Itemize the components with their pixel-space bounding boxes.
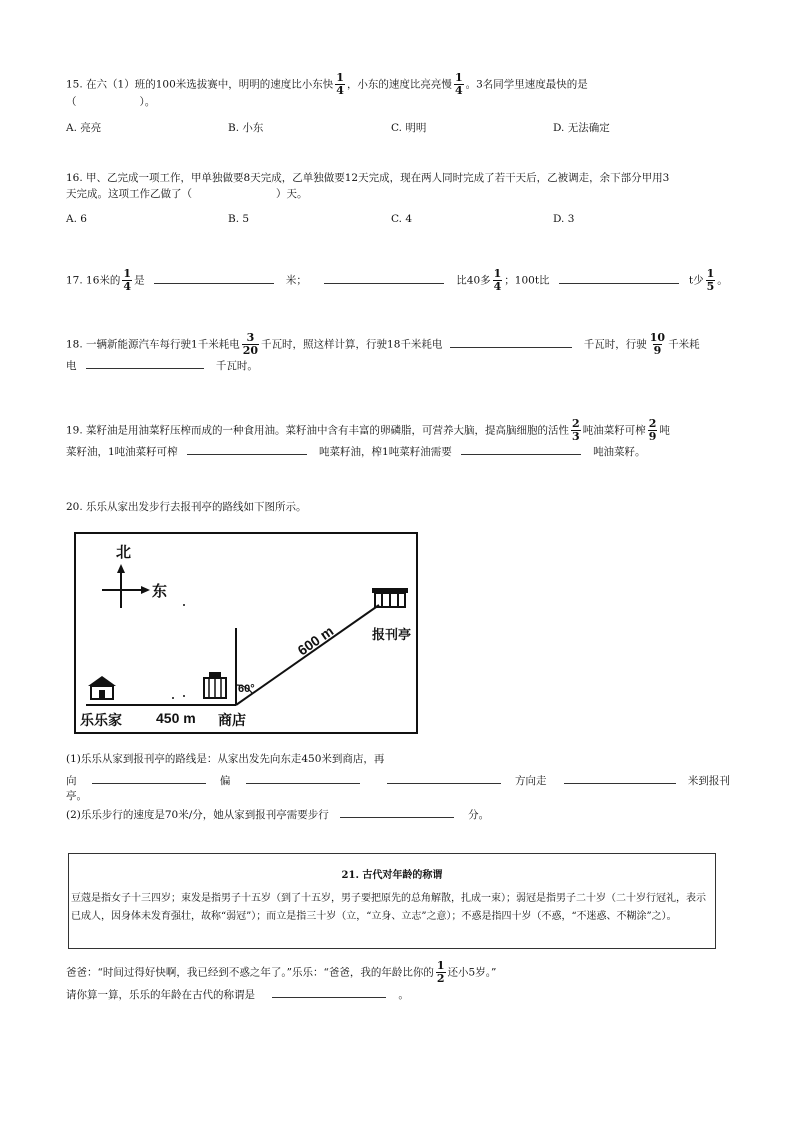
q21-dialog-text-a: 爸爸：“时间过得好快啊，我已经到不惑之年了。”乐乐：“爸爸，我的年龄比你的 xyxy=(66,966,434,979)
q16-option-b[interactable]: B. 5 xyxy=(228,213,250,225)
q18-text-6: 千瓦时。 xyxy=(215,360,258,372)
q20-text-walk: 方向走 xyxy=(515,775,547,787)
east-label: 东 xyxy=(152,583,168,600)
q18-number: 18. xyxy=(66,338,83,351)
q20-part1-line3: 亭。 xyxy=(66,790,87,802)
q17-text-6: t少 xyxy=(688,274,704,287)
compass-arrows-icon xyxy=(102,564,150,608)
q19-line2 xyxy=(66,443,646,459)
q18-text-1: 一辆新能源汽车每行驶1千米耗电 xyxy=(86,338,240,351)
map-frame xyxy=(75,533,417,733)
q15-option-a[interactable]: A. 亮亮 xyxy=(66,122,102,134)
q20-text-pian: 偏 xyxy=(219,775,231,787)
q17-frac3: $\frac{1}{5}$ xyxy=(706,267,715,293)
q16-text-1: 甲、乙完成一项工作，甲单独做要8天完成，乙单独做要12天完成，现在两人同时完成了若干天后，乙被调走，余下部分甲用3 xyxy=(86,172,670,184)
q18-frac1: $\frac{3}{20}$ xyxy=(242,331,259,357)
q15-option-b[interactable]: B. 小东 xyxy=(228,122,264,134)
q15-number: 15. xyxy=(66,78,83,91)
route-map-svg xyxy=(72,530,420,736)
q18-blank-1[interactable] xyxy=(450,336,572,348)
q17-blank-2[interactable] xyxy=(324,272,444,284)
q19-text-3: 吨 xyxy=(659,424,670,437)
q20-text-to-kiosk: 米到报刊 xyxy=(687,775,730,787)
q15-option-c[interactable]: C. 明明 xyxy=(391,122,427,134)
distance-450-label: 450 m xyxy=(156,710,196,726)
q20-blank-offset[interactable] xyxy=(246,772,360,784)
q20-part2 xyxy=(66,806,489,822)
q16-option-d[interactable]: D. 3 xyxy=(553,213,575,225)
q19-text-6: 吨油菜籽。 xyxy=(593,446,646,458)
route-map xyxy=(72,530,420,736)
q21-question-text: 请你算一算，乐乐的年龄在古代的称谓是 xyxy=(66,989,255,1001)
home-label: 乐乐家 xyxy=(80,712,122,728)
q21-dialog-text-b: 还小5岁。” xyxy=(447,966,497,979)
q21-info-box xyxy=(68,853,716,949)
q18-text-3: 千瓦时，行驶 xyxy=(583,338,647,351)
q21-blank-answer[interactable] xyxy=(272,986,386,998)
house-icon xyxy=(88,676,116,699)
newsstand-icon xyxy=(372,588,408,607)
q16-line1 xyxy=(66,171,669,185)
q15-text-c: 。3名同学里速度最快的是 xyxy=(465,78,588,91)
q17-text-5: ；100t比 xyxy=(504,274,550,287)
q18-blank-2[interactable] xyxy=(86,357,204,369)
q15-answer-paren: （ ）。 xyxy=(66,96,156,108)
q20-part1-line1: (1)乐乐从家到报刊亭的路线是：从家出发先向东走450米到商店，再 xyxy=(66,753,385,765)
q15-text-a: 在六（1）班的100米选拔赛中，明明的速度比小东快 xyxy=(86,78,334,91)
q21-question xyxy=(66,986,409,1002)
q20-intro xyxy=(66,500,307,514)
q19-line1 xyxy=(66,418,670,443)
q16-number: 16. xyxy=(66,172,83,184)
q17-blank-3[interactable] xyxy=(559,272,679,284)
q19-text-1: 菜籽油是用油菜籽压榨而成的一种食用油。菜籽油中含有丰富的卵磷脂，可营养大脑，提高脑细胞的活性 xyxy=(86,424,570,437)
q18-text-5: 电 xyxy=(66,360,77,372)
q17-text-7: 。 xyxy=(717,274,728,287)
q17-text-1: 16米的 xyxy=(86,274,121,287)
q19-blank-1[interactable] xyxy=(187,443,307,455)
q18-line1 xyxy=(66,332,700,357)
q19-text-4: 菜籽油，1吨油菜籽可榨 xyxy=(66,446,178,458)
q17-text-4: 比40多 xyxy=(456,274,491,287)
q20-intro-text: 乐乐从家出发步行去报刊亭的路线如下图所示。 xyxy=(86,501,307,513)
q15-frac1: $\frac{1}{4}$ xyxy=(336,71,344,97)
q16-text-2a: 天完成。这项工作乙做了（ xyxy=(66,188,192,200)
q16-text-2b: ）天。 xyxy=(276,188,308,200)
q18-text-2: 千瓦时，照这样计算，行驶18千米耗电 xyxy=(261,338,443,351)
q17-number: 17. xyxy=(66,274,83,287)
kiosk-label: 报刊亭 xyxy=(372,627,412,642)
q17-text-2: 是 xyxy=(134,274,145,287)
q15-line1 xyxy=(66,72,588,97)
q20-blank-degrees[interactable] xyxy=(387,772,501,784)
q19-number: 19. xyxy=(66,424,83,437)
q17-text-3: 米； xyxy=(285,274,307,287)
q21-frac: $\frac{1}{2}$ xyxy=(436,959,445,985)
q15-text-b: ，小东的速度比亮亮慢 xyxy=(346,78,452,91)
shop-label: 商店 xyxy=(218,712,246,728)
q20-number: 20. xyxy=(66,501,83,513)
q15-option-d[interactable]: D. 无法确定 xyxy=(553,122,610,134)
q16-option-c[interactable]: C. 4 xyxy=(391,213,413,225)
q17-frac2: $\frac{1}{4}$ xyxy=(493,267,502,293)
q18-line2 xyxy=(66,357,258,373)
q21-title: 21. 古代对年龄的称谓 xyxy=(341,870,443,881)
shop-icon xyxy=(204,672,226,698)
q20-blank-minutes[interactable] xyxy=(340,806,454,818)
q19-blank-2[interactable] xyxy=(461,443,581,455)
q21-dialog xyxy=(66,960,496,985)
q20-blank-direction[interactable] xyxy=(92,772,206,784)
q19-text-5: 吨菜籽油，榨1吨菜籽油需要 xyxy=(319,446,452,458)
q20-text-direction: 向 xyxy=(66,775,77,787)
q19-text-2: 吨油菜籽可榨 xyxy=(582,424,646,437)
q19-frac1: $\frac{2}{3}$ xyxy=(572,417,580,443)
q17-line xyxy=(66,268,728,293)
q21-question-end: 。 xyxy=(398,989,409,1001)
q21-body: 豆蔻是指女子十三四岁；束发是指男子十五岁（到了十五岁，男子要把原先的总角解散，扎成一束）；弱冠是指男子二十岁（二十岁行冠礼，表示已成人，因身体未发育强壮，故称“弱冠”）；而立是指三十岁（立，“立身、立志”之意）；不惑是指四十岁（不惑，“不迷惑、不糊涂”之）。 xyxy=(71,893,706,922)
q15-frac2: $\frac{1}{4}$ xyxy=(454,71,463,97)
q19-frac2: $\frac{2}{9}$ xyxy=(648,417,657,443)
q18-frac2: $\frac{10}{9}$ xyxy=(649,331,666,357)
distance-600-label: 600 m xyxy=(294,622,337,659)
q16-option-a[interactable]: A. 6 xyxy=(66,213,87,225)
q20-part2-unit: 分。 xyxy=(468,809,490,821)
q16-line2 xyxy=(66,187,308,201)
q20-part2-text: (2)乐乐步行的速度是70米/分，她从家到报刊亭需要步行 xyxy=(66,809,329,821)
angle-label: 60° xyxy=(238,683,255,695)
q17-blank-1[interactable] xyxy=(154,272,274,284)
q20-blank-meters[interactable] xyxy=(564,772,676,784)
north-label: 北 xyxy=(116,544,132,561)
q18-text-4: 千米耗 xyxy=(668,338,700,351)
q20-part1-line2 xyxy=(66,772,730,788)
q17-frac1: $\frac{1}{4}$ xyxy=(123,267,132,293)
